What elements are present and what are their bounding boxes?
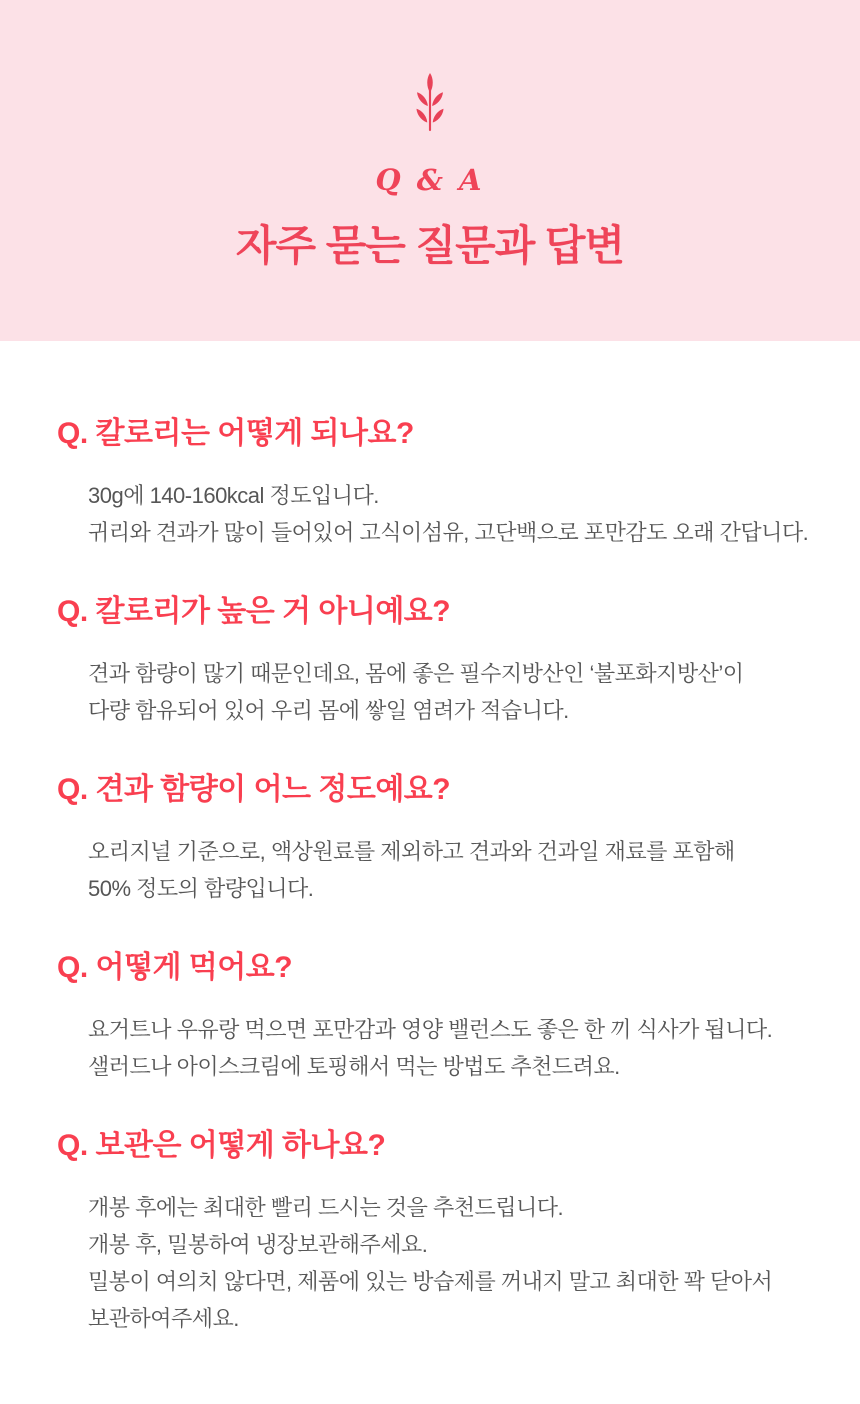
- faq-answer-line: 견과 함량이 많기 때문인데요, 몸에 좋은 필수지방산인 ‘불포화지방산’이: [88, 661, 744, 686]
- faq-question: Q. 칼로리는 어떻게 되나요?: [57, 417, 414, 450]
- page-title: 자주 묻는 질문과 답변: [235, 222, 625, 269]
- faq-item-calories: [57, 415, 820, 551]
- qa-eyebrow: Q & A: [375, 163, 485, 197]
- faq-answer-line: 다량 함유되어 있어 우리 몸에 쌓일 염려가 적습니다.: [88, 698, 569, 723]
- faq-question: Q. 보관은 어떻게 하나요?: [57, 1129, 386, 1162]
- wheat-icon: [413, 73, 447, 133]
- faq-answer-line: 50% 정도의 함량입니다.: [88, 876, 314, 901]
- faq-answer-line: 샐러드나 아이스크림에 토핑해서 먹는 방법도 추천드려요.: [88, 1054, 620, 1079]
- faq-answer: [57, 477, 820, 551]
- qa-header: [0, 0, 860, 341]
- faq-answer-line: 오리지널 기준으로, 액상원료를 제외하고 견과와 건과일 재료를 포함해: [88, 839, 735, 864]
- faq-answer-line: 요거트나 우유랑 먹으면 포만감과 영양 밸런스도 좋은 한 끼 식사가 됩니다.: [88, 1017, 773, 1042]
- faq-answer-line: 개봉 후에는 최대한 빨리 드시는 것을 추천드립니다.: [88, 1195, 564, 1220]
- faq-answer-line: 보관하여주세요.: [88, 1306, 239, 1331]
- wheat-stem: [429, 87, 431, 132]
- faq-item-calories-high: [57, 593, 820, 729]
- faq-answer-line: 30g에 140-160kcal 정도입니다.: [88, 483, 379, 508]
- faq-question: Q. 칼로리가 높은 거 아니예요?: [57, 595, 451, 628]
- faq-answer: [57, 833, 820, 907]
- faq-answer: [57, 1189, 820, 1337]
- faq-list: [0, 341, 860, 1337]
- faq-item-how-to-eat: [57, 949, 820, 1085]
- faq-answer-line: 밀봉이 여의치 않다면, 제품에 있는 방습제를 꺼내지 말고 최대한 꽉 닫아서: [88, 1269, 773, 1294]
- faq-answer: [57, 1011, 820, 1085]
- faq-answer-line: 개봉 후, 밀봉하여 냉장보관해주세요.: [88, 1232, 428, 1257]
- faq-item-storage: [57, 1127, 820, 1337]
- faq-question: Q. 어떻게 먹어요?: [57, 951, 293, 984]
- faq-item-nut-content: [57, 771, 820, 907]
- faq-answer: [57, 655, 820, 729]
- faq-answer-line: 귀리와 견과가 많이 들어있어 고식이섬유, 고단백으로 포만감도 오래 간답니다.: [88, 520, 809, 545]
- faq-question: Q. 견과 함량이 어느 정도예요?: [57, 773, 451, 806]
